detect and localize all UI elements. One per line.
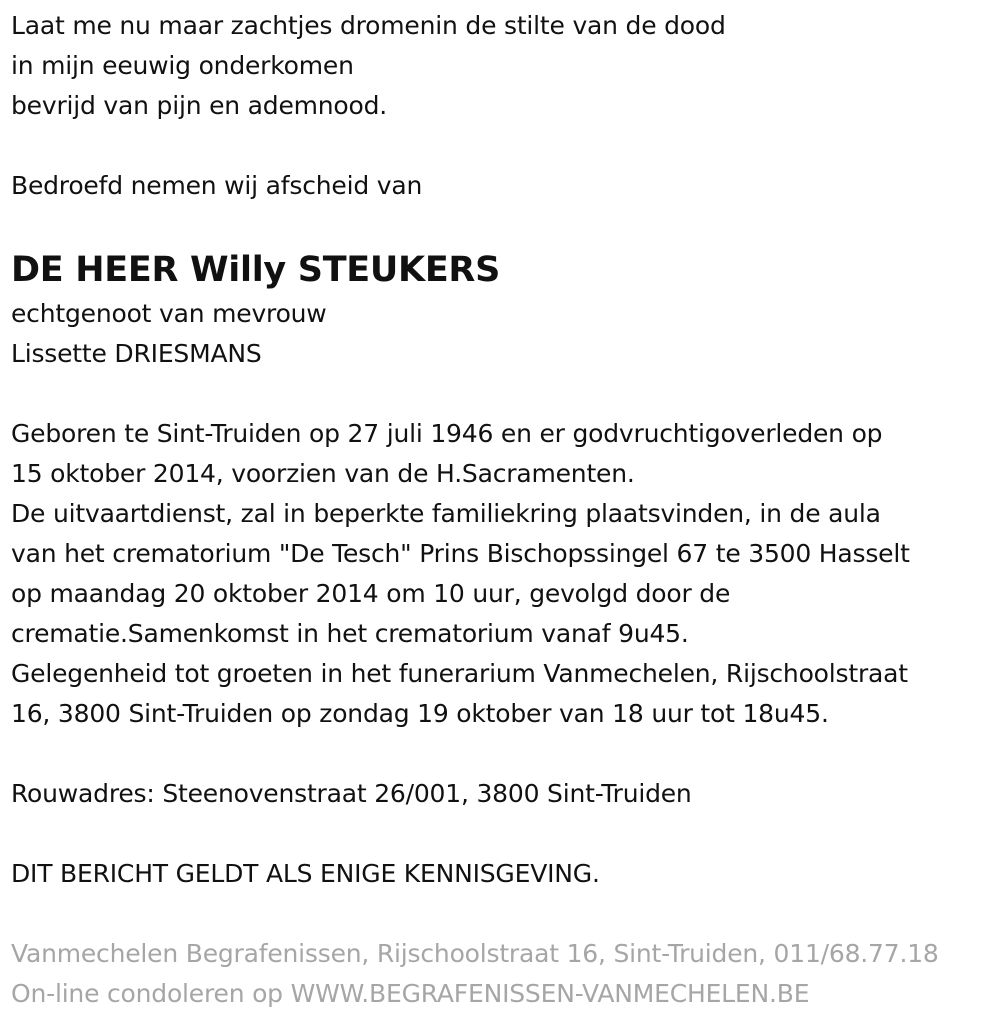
footer-funeral-home: Vanmechelen Begrafenissen, Rijschoolstraat 16, Sint-Truiden, 011/68.77.18 [11,939,939,968]
spouse-line: echtgenoot van mevrouw [11,299,327,328]
mourning-address: Rouwadres: Steenovenstraat 26/001, 3800 Sint-Truiden [11,779,692,808]
spacer [11,374,1000,414]
details-line: De uitvaartdienst, zal in beperkte familiekring plaatsvinden, in de aula [11,499,881,528]
spacer [11,734,1000,774]
spouse-block [11,294,1000,374]
poem-line: Laat me nu maar zachtjes dromenin de stilte van de dood [11,11,726,40]
spacer [11,814,1000,854]
deceased-name: DE HEER Willy STEUKERS [11,250,500,290]
details-line: 15 oktober 2014, voorzien van de H.Sacramenten. [11,459,635,488]
notice-text: DIT BERICHT GELDT ALS ENIGE KENNISGEVING. [11,859,600,888]
intro-text: Bedroefd nemen wij afscheid van [11,171,423,200]
details-line: van het crematorium "De Tesch" Prins Bischopssingel 67 te 3500 Hasselt [11,539,910,568]
poem-line: in mijn eeuwig onderkomen [11,51,354,80]
footer-condolence-link: On-line condoleren op WWW.BEGRAFENISSEN-VANMECHELEN.BE [11,979,810,1008]
spacer [11,126,1000,166]
details-block [11,414,1000,734]
spouse-line: Lissette DRIESMANS [11,339,262,368]
spacer [11,206,1000,246]
footer [11,934,1000,1014]
poem [11,6,1000,126]
poem-line: bevrijd van pijn en ademnood. [11,91,388,120]
spacer [11,894,1000,934]
details-line: crematie.Samenkomst in het crematorium vanaf 9u45. [11,619,689,648]
details-line: op maandag 20 oktober 2014 om 10 uur, gevolgd door de [11,579,731,608]
details-line: Geboren te Sint-Truiden op 27 juli 1946 en er godvruchtigoverleden op [11,419,883,448]
details-line: 16, 3800 Sint-Truiden op zondag 19 oktober van 18 uur tot 18u45. [11,699,829,728]
details-line: Gelegenheid tot groeten in het funerarium Vanmechelen, Rijschoolstraat [11,659,908,688]
